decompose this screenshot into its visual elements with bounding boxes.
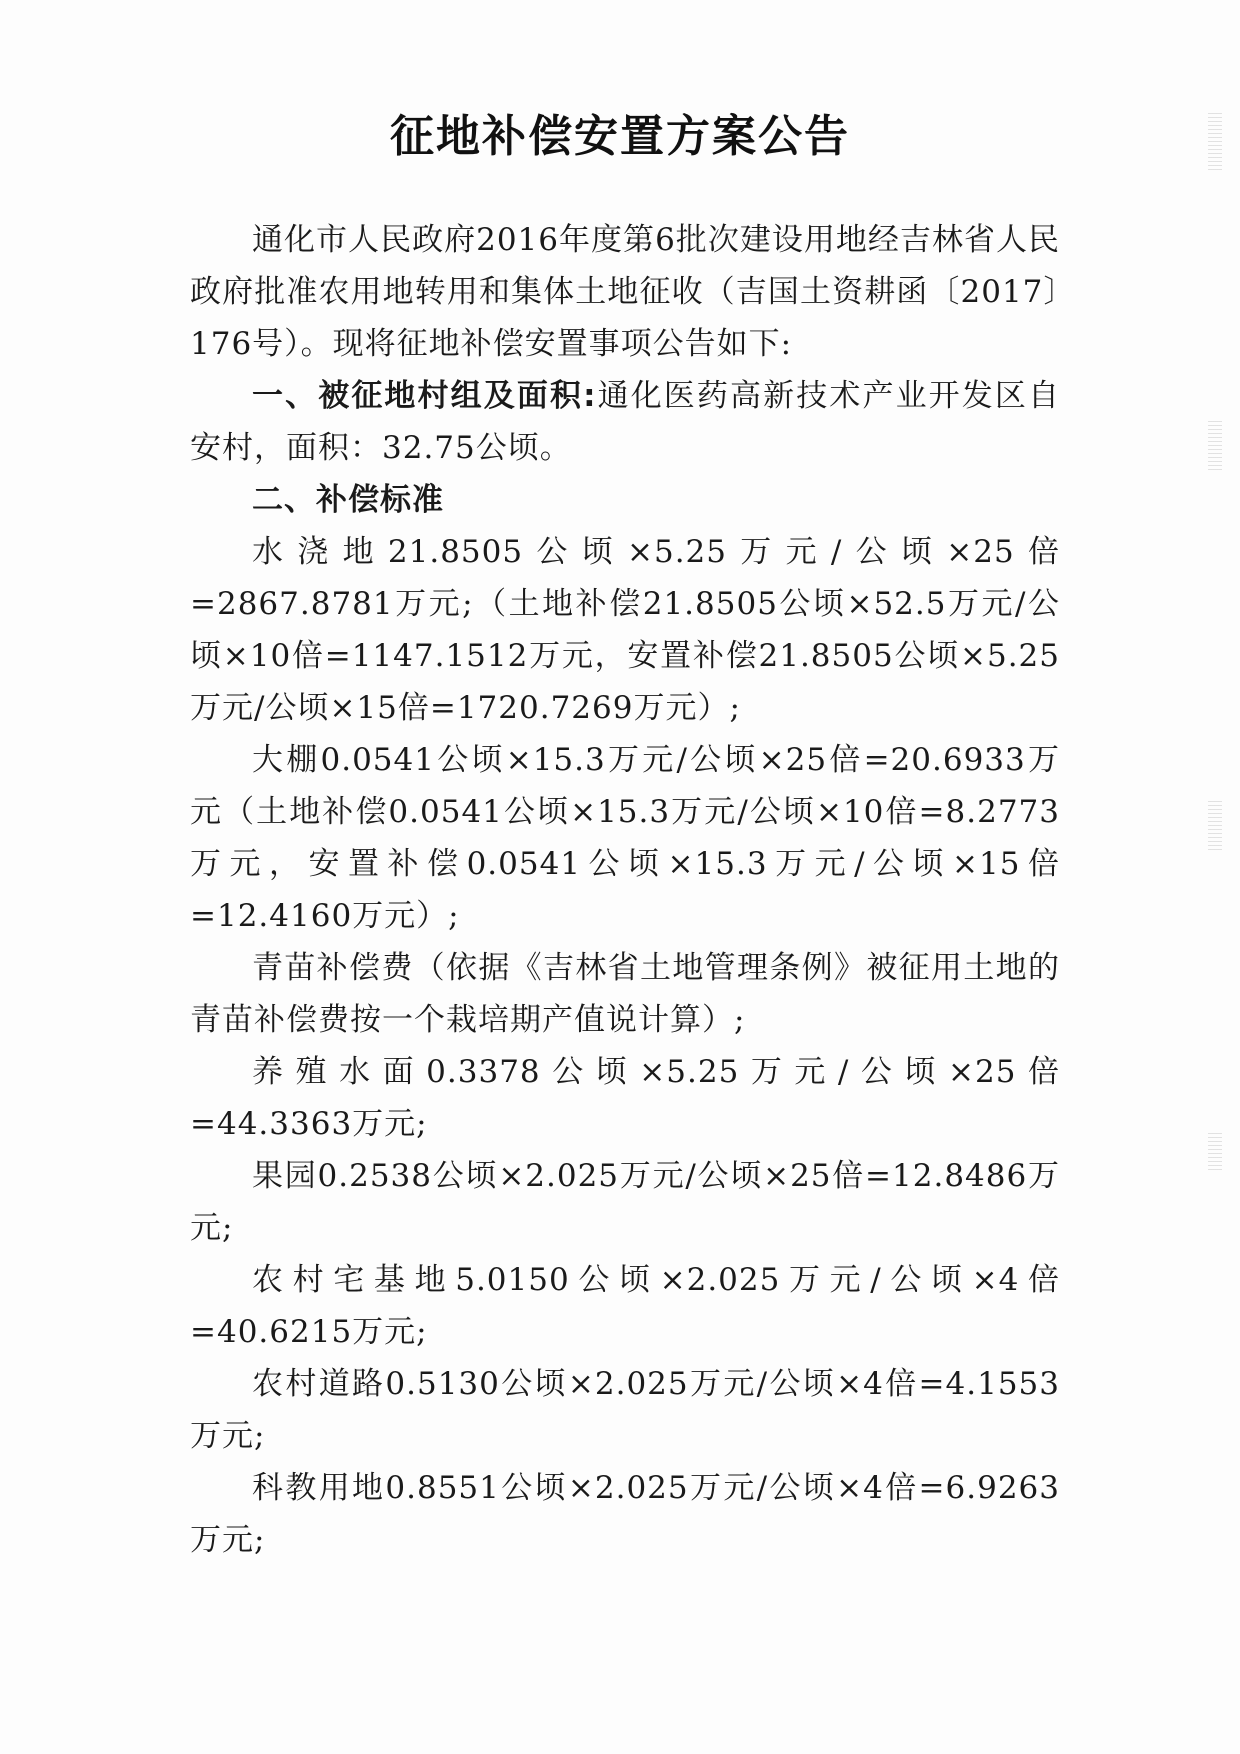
scan-artifact	[1208, 1130, 1222, 1170]
rural-road-paragraph: 农村道路0.5130公顷×2.025万元/公顷×4倍=4.1553万元;	[190, 1366, 1060, 1454]
homestead-paragraph: 农村宅基地5.0150公顷×2.025万元/公顷×4倍=40.6215万元;	[190, 1262, 1060, 1350]
scan-artifact	[1208, 800, 1222, 850]
aquaculture-paragraph: 养殖水面0.3378公顷×5.25万元/公顷×25倍=44.3363万元;	[190, 1054, 1060, 1142]
section-1-text: 通化医药高新技术产业开发区自安村，面积：32.75公顷。	[190, 378, 1060, 466]
greenhouse-paragraph: 大棚0.0541公顷×15.3万元/公顷×25倍=20.6933万元（土地补偿0.0541公顷×15.3万元/公顷×10倍=8.2773万元，安置补偿0.0541公顷×15.3万元/公顷×15倍=12.4160万元）;	[190, 742, 1060, 934]
young-crops-paragraph: 青苗补偿费（依据《吉林省土地管理条例》被征用土地的青苗补偿费按一个栽培期产值说计算）;	[190, 950, 1060, 1038]
intro-paragraph: 通化市人民政府2016年度第6批次建设用地经吉林省人民政府批准农用地转用和集体土地征收（吉国土资耕函〔2017〕176号）。现将征地补偿安置事项公告如下:	[190, 222, 1060, 362]
irrigated-land-paragraph: 水浇地21.8505公顷×5.25万元/公顷×25倍=2867.8781万元;（土地补偿21.8505公顷×52.5万元/公顷×10倍=1147.1512万元，安置补偿21.8505公顷×5.25万元/公顷×15倍=1720.7269万元）;	[190, 534, 1060, 726]
education-land-paragraph: 科教用地0.8551公顷×2.025万元/公顷×4倍=6.9263万元;	[190, 1470, 1060, 1558]
document-title: 征地补偿安置方案公告	[390, 111, 850, 162]
scan-artifact	[1208, 420, 1222, 470]
section-1	[190, 370, 1060, 474]
section-2	[190, 474, 1060, 526]
section-1-heading: 一、被征地村组及面积:	[252, 378, 597, 414]
orchard-paragraph: 果园0.2538公顷×2.025万元/公顷×25倍=12.8486万元;	[190, 1158, 1060, 1246]
document-body	[190, 214, 1060, 1566]
section-2-heading: 二、补偿标准	[252, 482, 444, 518]
